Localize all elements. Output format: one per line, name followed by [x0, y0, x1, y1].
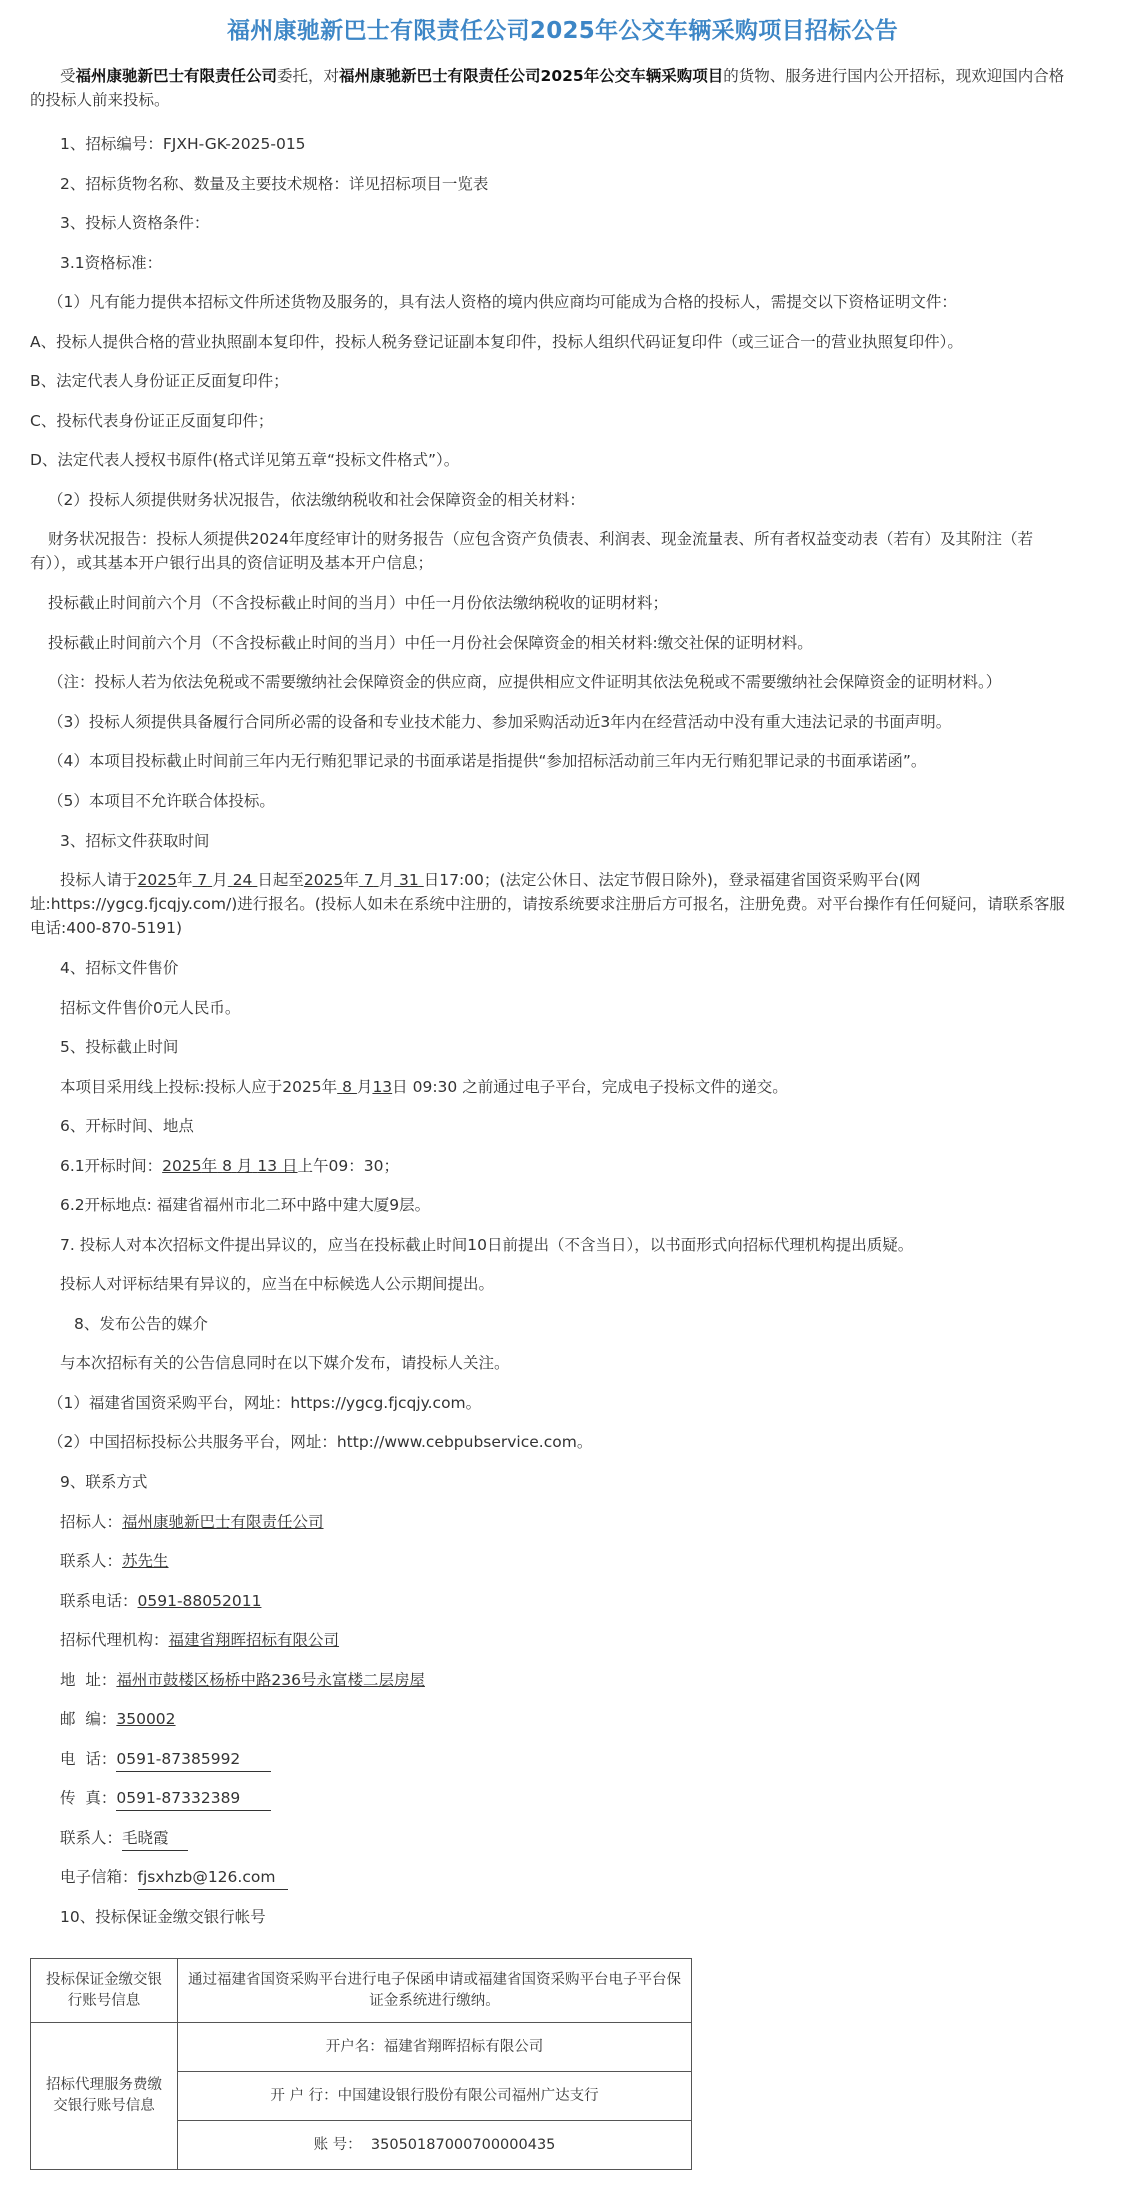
intro-text: 委托，对 [277, 67, 340, 85]
section-10: 10、投标保证金缴交银行帐号 [60, 1908, 266, 1926]
contact-agency: 招标代理机构：福建省翔晖招标有限公司 [60, 1631, 340, 1649]
section-5: 5、投标截止时间 [60, 1038, 179, 1056]
opening-place: 6.2开标地点: 福建省福州市北二环中路中建大厦9层。 [60, 1196, 431, 1214]
intro-text: 的投标人前来投标。 [30, 91, 170, 109]
media-intro: 与本次招标有关的公告信息同时在以下媒介发布，请投标人关注。 [60, 1354, 510, 1372]
document-price: 招标文件售价0元人民币。 [60, 999, 241, 1017]
financial-report: 财务状况报告：投标人须提供2024年度经审计的财务报告（应包含资产负债表、利润表、现金流量表、所有者权益变动表（若有）及其附注（若 有）），或其基本开户银行出具的资信证明及基本开户信息； [30, 530, 1033, 572]
media-item-2: （2）中国招标投标公共服务平台，网址：http://www.cebpubservice.com。 [48, 1433, 593, 1451]
opening-time: 6.1开标时间：2025年 8 月 13 日上午09：30； [60, 1157, 399, 1175]
section-4: 4、招标文件售价 [60, 959, 179, 977]
qualification-4: （4）本项目投标截止时间前三年内无行贿犯罪记录的书面承诺是指提供“参加招标活动前三年内无行贿犯罪记录的书面承诺函”。 [48, 752, 927, 770]
service-fee-account-header: 招标代理服务费缴交银行账号信息 [31, 2023, 178, 2170]
document-acquisition: 投标人请于2025年 7 月 24 日起至2025年 7 月 31 日17:00；(法定公休日、法定节假日除外)，登录福建省国资采购平台(网 址:https://ygcg.fjcqjy.com/)进行报名。(投标人如未在系统中注册的，请按系统要求注册后方可报名，注册免费。对平台操作有任何疑问，请联系客服 电话:400-870-5191) [30, 871, 1065, 937]
qualification-b: B、法定代表人身份证正反面复印件； [30, 372, 289, 390]
section-9: 9、联系方式 [60, 1473, 148, 1491]
tax-proof: 投标截止时间前六个月（不含投标截止时间的当月）中任一月份依法缴纳税收的证明材料； [48, 594, 669, 612]
media-item-1: （1）福建省国资采购平台，网址：https://ygcg.fjcqjy.com。 [48, 1394, 482, 1412]
section-6: 6、开标时间、地点 [60, 1117, 194, 1135]
intro-text: 的货物、服务进行国内公开招标，现欢迎国内合格 [723, 67, 1065, 85]
table-row [31, 1959, 692, 2023]
contact-tel: 电 话：0591-87385992 [30, 1747, 1125, 1772]
contact-person: 联系人：苏先生 [60, 1552, 169, 1570]
contact-phone: 联系电话：0591-88052011 [60, 1592, 262, 1610]
contact-address: 地 址：福州市鼓楼区杨桥中路236号永富楼二层房屋 [60, 1671, 425, 1689]
deposit-account-info: 通过福建省国资采购平台进行电子保函申请或福建省国资采购平台电子平台保证金系统进行缴纳。 [178, 1959, 692, 2023]
intro-org: 福州康驰新巴士有限责任公司 [75, 67, 278, 85]
section-3-1: 3.1资格标准： [60, 254, 163, 272]
contact-zip: 邮 编：350002 [60, 1710, 176, 1728]
intro-project: 福州康驰新巴士有限责任公司2025年公交车辆采购项目 [339, 67, 724, 85]
contact-agent: 联系人：毛晓霞 [30, 1826, 1125, 1851]
qualification-5: （5）本项目不允许联合体投标。 [48, 792, 275, 810]
section-2: 2、招标货物名称、数量及主要技术规格：详见招标项目一览表 [60, 175, 489, 193]
exemption-note: （注：投标人若为依法免税或不需要缴纳社会保障资金的供应商，应提供相应文件证明其依法免税或不需要缴纳社会保障资金的证明材料。） [48, 673, 1002, 691]
section-3: 3、投标人资格条件： [60, 214, 210, 232]
section-8: 8、发布公告的媒介 [74, 1315, 208, 1333]
section-7: 7. 投标人对本次招标文件提出异议的，应当在投标截止时间10日前提出（不含当日），以书面形式向招标代理机构提出质疑。 [60, 1236, 914, 1254]
page-title: 福州康驰新巴士有限责任公司2025年公交车辆采购项目招标公告 [226, 18, 898, 44]
contact-tenderer: 招标人：福州康驰新巴士有限责任公司 [60, 1513, 324, 1531]
qualification-3: （3）投标人须提供具备履行合同所必需的设备和专业技术能力、参加采购活动近3年内在经营活动中没有重大违法记录的书面声明。 [48, 713, 952, 731]
section-7-result-objection: 投标人对评标结果有异议的，应当在中标候选人公示期间提出。 [60, 1275, 495, 1293]
section-3-document-time: 3、招标文件获取时间 [60, 832, 210, 850]
qualification-2: （2）投标人须提供财务状况报告，依法缴纳税收和社会保障资金的相关材料： [48, 491, 585, 509]
qualification-1: （1）凡有能力提供本招标文件所述货物及服务的，具有法人资格的境内供应商均可能成为合格的投标人，需提交以下资格证明文件： [48, 293, 957, 311]
account-name: 开户名：福建省翔晖招标有限公司 [178, 2023, 692, 2072]
contact-email: 电子信箱：fjsxhzb@126.com [30, 1865, 1125, 1890]
account-number: 账 号： 35050187000700000435 [178, 2121, 692, 2170]
qualification-a: A、投标人提供合格的营业执照副本复印件，投标人税务登记证副本复印件，投标人组织代码证复印件（或三证合一的营业执照复印件）。 [30, 333, 963, 351]
contact-fax: 传 真：0591-87332389 [30, 1786, 1125, 1811]
intro-paragraph [30, 64, 1125, 112]
bank-name: 开 户 行：中国建设银行股份有限公司福州广达支行 [178, 2072, 692, 2121]
bank-account-table [30, 1958, 692, 2170]
deposit-account-header: 投标保证金缴交银行账号信息 [31, 1959, 178, 2023]
section-1: 1、招标编号：FJXH-GK-2025-015 [60, 135, 306, 153]
qualification-d: D、法定代表人授权书原件(格式详见第五章“投标文件格式”）。 [30, 451, 460, 469]
qualification-c: C、投标代表身份证正反面复印件； [30, 412, 274, 430]
intro-text: 受 [60, 67, 76, 85]
bid-deadline: 本项目采用线上投标:投标人应于2025年 8 月13日 09:30 之前通过电子平台，完成电子投标文件的递交。 [60, 1078, 788, 1096]
table-row [31, 2023, 692, 2072]
social-security-proof: 投标截止时间前六个月（不含投标截止时间的当月）中任一月份社会保障资金的相关材料:缴交社保的证明材料。 [48, 634, 813, 652]
